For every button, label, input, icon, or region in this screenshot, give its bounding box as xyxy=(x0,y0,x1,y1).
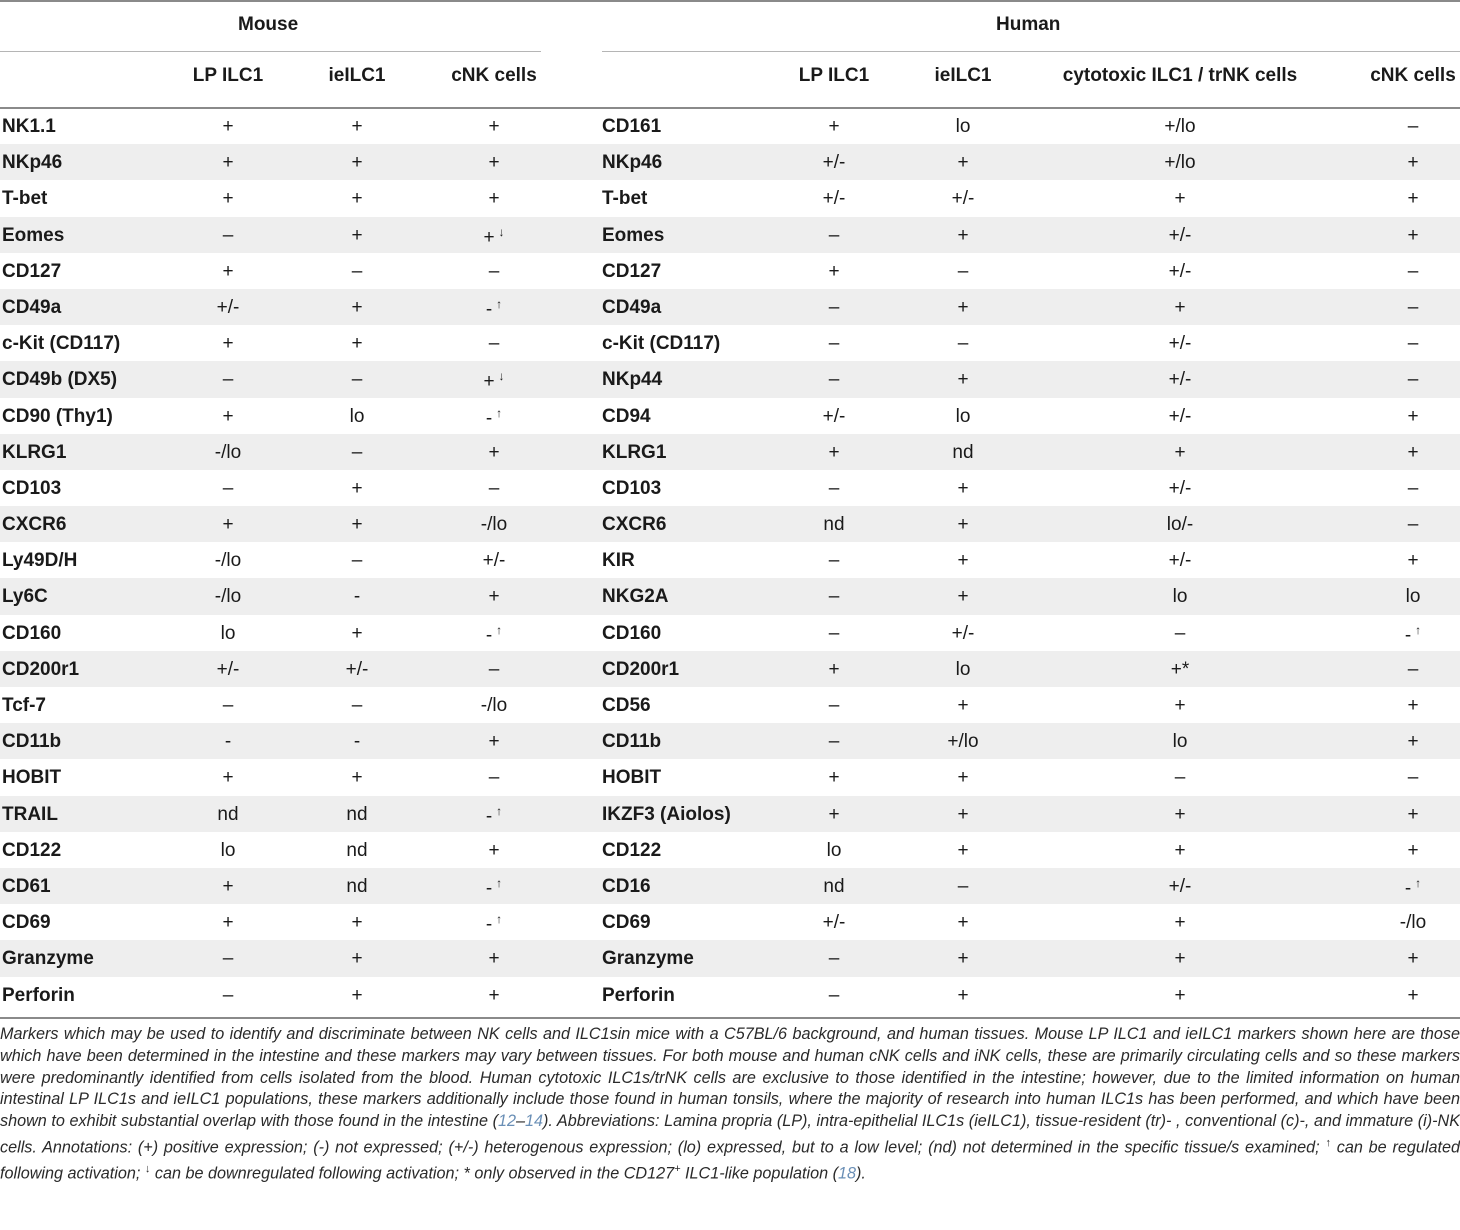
mouse-marker-name: KLRG1 xyxy=(2,441,67,463)
human-cell: + xyxy=(1407,984,1419,1006)
mouse-marker-name: CD49a xyxy=(2,296,62,318)
human-cell: +/- xyxy=(1168,369,1192,391)
mouse-cell: – xyxy=(222,369,234,391)
human-marker-name: CXCR6 xyxy=(602,514,667,536)
human-marker-name: KIR xyxy=(602,550,635,572)
mouse-cell: + ↓ xyxy=(483,369,505,393)
mouse-cell: + xyxy=(351,767,363,789)
human-cell: lo xyxy=(1172,586,1188,608)
mouse-marker-name: CD122 xyxy=(2,839,62,861)
mouse-cell: lo xyxy=(220,839,236,861)
mouse-marker-name: Eomes xyxy=(2,224,65,246)
mouse-cell: +/- xyxy=(216,658,240,680)
table-row xyxy=(0,578,1460,614)
mouse-cell: - xyxy=(353,731,361,753)
human-cell: – xyxy=(957,333,969,355)
mouse-cell: + xyxy=(351,224,363,246)
table-row xyxy=(0,723,1460,759)
human-cell: – xyxy=(828,477,840,499)
human-cell: +/- xyxy=(1168,875,1192,897)
human-cell: + xyxy=(828,658,840,680)
human-marker-name: CD94 xyxy=(602,405,651,427)
up-arrow-symbol: ↑ xyxy=(496,912,503,927)
human-cell: + xyxy=(828,441,840,463)
human-cell: + xyxy=(957,514,969,536)
human-cell: – xyxy=(828,948,840,970)
up-arrow-symbol: ↑ xyxy=(1415,875,1422,890)
table-row xyxy=(0,361,1460,397)
mouse-cell: + xyxy=(488,441,500,463)
table-row xyxy=(0,325,1460,361)
mouse-cell: + xyxy=(222,260,234,282)
mouse-group-rule xyxy=(0,51,541,52)
caption-text: ). Abbreviations: Lamina propria (LP), intra-epithelial ILC1s (ieILC1), tissue-resident (tr)- , conventional (c)-, and immature (i)-NK cells. Annotations: (+) positive expression; (-) not expressed; (+/-) heterogenous expression; (lo) expressed, but to a low level; (nd) not determined in the specific tissue/s examined; xyxy=(0,1112,1460,1157)
human-cell: + xyxy=(1407,405,1419,427)
human-cell: + xyxy=(957,767,969,789)
human-cell: – xyxy=(957,260,969,282)
human-cell: +/- xyxy=(1168,333,1192,355)
human-cell: + xyxy=(1407,441,1419,463)
human-cell: – xyxy=(1407,369,1419,391)
col-header-human-ieilc1: ieILC1 xyxy=(934,65,992,86)
human-cell: - ↑ xyxy=(1404,622,1422,646)
mouse-cell: + xyxy=(222,188,234,210)
human-cell: + xyxy=(1174,839,1186,861)
mouse-cell: +/- xyxy=(482,550,506,572)
human-marker-name: Eomes xyxy=(602,224,665,246)
human-cell: – xyxy=(828,224,840,246)
mouse-cell: – xyxy=(351,695,363,716)
mouse-cell: -/lo xyxy=(214,441,242,463)
mouse-marker-name: CD49b (DX5) xyxy=(2,369,118,391)
table-row xyxy=(0,506,1460,542)
mouse-cell: – xyxy=(488,260,500,282)
mouse-marker-name: NKp46 xyxy=(2,152,63,174)
mouse-cell: – xyxy=(351,441,363,463)
up-arrow-symbol: ↑ xyxy=(1325,1136,1331,1149)
human-cell: nd xyxy=(823,514,845,536)
human-cell: + xyxy=(1407,224,1419,246)
human-cell: +/- xyxy=(951,188,975,210)
mouse-cell: – xyxy=(488,767,500,789)
mouse-cell: - xyxy=(224,731,232,753)
human-cell: – xyxy=(1174,767,1186,789)
human-cell: + xyxy=(1407,550,1419,572)
mouse-cell: nd xyxy=(346,875,368,897)
human-marker-name: CD56 xyxy=(602,695,651,716)
mouse-cell: + xyxy=(488,188,500,210)
mouse-marker-name: CD90 (Thy1) xyxy=(2,405,113,427)
mouse-cell: - ↑ xyxy=(485,405,503,429)
human-cell: nd xyxy=(823,875,845,897)
mouse-marker-name: CD160 xyxy=(2,622,62,644)
table-row xyxy=(0,940,1460,976)
human-cell: + xyxy=(1174,296,1186,318)
mouse-cell: + xyxy=(351,152,363,174)
human-cell: + xyxy=(957,803,969,825)
mouse-cell: – xyxy=(222,224,234,246)
human-cell: – xyxy=(828,984,840,1006)
table-row xyxy=(0,470,1460,506)
mouse-cell: - ↑ xyxy=(485,912,503,936)
table-row xyxy=(0,651,1460,687)
mouse-marker-name: NK1.1 xyxy=(2,116,56,137)
human-cell: – xyxy=(1407,477,1419,499)
down-arrow-symbol: ↓ xyxy=(498,369,505,384)
human-cell: +/- xyxy=(1168,550,1192,572)
mouse-marker-name: Perforin xyxy=(2,984,75,1006)
table-row xyxy=(0,108,1460,144)
human-marker-name: HOBIT xyxy=(602,767,662,789)
mouse-cell: +/- xyxy=(216,296,240,318)
human-cell: + xyxy=(957,224,969,246)
mouse-marker-name: Tcf-7 xyxy=(2,695,46,716)
human-group-rule xyxy=(602,51,1460,52)
mouse-cell: -/lo xyxy=(214,550,242,572)
human-cell: – xyxy=(1174,622,1186,644)
table-row xyxy=(0,542,1460,578)
mouse-cell: + xyxy=(351,296,363,318)
human-cell: lo xyxy=(1405,586,1421,608)
mouse-marker-name: TRAIL xyxy=(2,803,58,825)
mouse-cell: – xyxy=(351,550,363,572)
human-marker-name: CD16 xyxy=(602,875,651,897)
mouse-cell: + xyxy=(488,948,500,970)
human-cell: + xyxy=(828,803,840,825)
mouse-cell: + xyxy=(351,984,363,1006)
col-header-human-cnk: cNK cells xyxy=(1370,65,1456,86)
caption-text: Markers which may be used to identify and discriminate between NK cells and ILC1sin mice with a C57BL/6 background, and human tissues. Mouse LP ILC1 and ieILC1 markers shown here are those which have been determined in the intestine and these markers may vary between tissues. For both mouse and human cNK cells and iNK cells, these are primarily circulating cells and so these markers were predominantly identified from cells isolated from the blood. Human cytotoxic ILC1s/trNK cells are exclusive to those identified in the intestine; however, due to the limited information on human intestinal LP ILC1s and ieILC1 populations, these markers additionally include those found in human tonsils, where the majority of research into human ILC1s has been performed, and which have been shown to exhibit substantial overlap with those found in the intestine ( xyxy=(0,1025,1460,1131)
table-row xyxy=(0,434,1460,470)
human-cell: lo xyxy=(1172,731,1188,753)
col-header-mouse-ieilc1: ieILC1 xyxy=(328,65,386,86)
human-cell: – xyxy=(957,875,969,897)
down-arrow-symbol: ↓ xyxy=(144,1163,151,1176)
mouse-cell: - xyxy=(353,586,361,608)
table-row xyxy=(0,615,1460,651)
human-marker-name: Granzyme xyxy=(602,948,694,970)
down-arrow-symbol: ↓ xyxy=(498,224,505,239)
up-arrow-symbol: ↑ xyxy=(496,622,503,637)
human-cell: + xyxy=(1407,188,1419,210)
mouse-cell: – xyxy=(488,658,500,680)
table-row xyxy=(0,977,1460,1013)
mouse-cell: + xyxy=(222,152,234,174)
up-arrow-symbol: ↑ xyxy=(496,296,503,311)
plus-superscript: + xyxy=(674,1163,681,1176)
mouse-cell: + xyxy=(351,912,363,934)
mouse-cell: lo xyxy=(349,405,365,427)
mouse-marker-name: HOBIT xyxy=(2,767,62,789)
human-cell: – xyxy=(828,550,840,572)
human-cell: – xyxy=(828,695,840,716)
human-marker-name: NKp46 xyxy=(602,152,663,174)
caption-ref-link[interactable]: 12 xyxy=(497,1112,516,1131)
mouse-cell: + xyxy=(351,477,363,499)
human-marker-name: CD200r1 xyxy=(602,658,680,680)
mouse-cell: + xyxy=(488,984,500,1006)
human-cell: + xyxy=(957,586,969,608)
table-row xyxy=(0,759,1460,795)
mouse-cell: + xyxy=(351,948,363,970)
mouse-cell: - ↑ xyxy=(485,875,503,899)
human-cell: + xyxy=(1407,839,1419,861)
human-marker-name: CD11b xyxy=(602,731,662,753)
mouse-marker-name: CXCR6 xyxy=(2,514,67,536)
human-marker-name: NKG2A xyxy=(602,586,669,608)
caption-ref-link[interactable]: 18 xyxy=(838,1164,857,1183)
human-cell: lo xyxy=(955,658,971,680)
human-cell: +/- xyxy=(951,622,975,644)
human-cell: + xyxy=(957,984,969,1006)
human-cell: +/lo xyxy=(947,731,979,753)
table-row xyxy=(0,180,1460,216)
mouse-cell: + xyxy=(351,116,363,137)
mouse-cell: – xyxy=(351,260,363,282)
human-marker-name: Perforin xyxy=(602,984,675,1006)
mouse-marker-name: c-Kit (CD117) xyxy=(2,333,121,355)
bottom-rule xyxy=(0,1017,1460,1019)
table-body xyxy=(0,108,1460,1013)
table-row xyxy=(0,253,1460,289)
table-row xyxy=(0,398,1460,434)
human-cell: +/lo xyxy=(1164,116,1196,137)
mouse-cell: – xyxy=(222,948,234,970)
table-row xyxy=(0,868,1460,904)
human-marker-name: IKZF3 (Aiolos) xyxy=(602,803,731,825)
mouse-marker-name: CD69 xyxy=(2,912,51,934)
table-row xyxy=(0,687,1460,723)
human-cell: + xyxy=(828,116,840,137)
mouse-marker-name: Granzyme xyxy=(2,948,94,970)
mouse-cell: + xyxy=(222,767,234,789)
mouse-cell: + xyxy=(222,912,234,934)
caption-text: – xyxy=(516,1112,526,1131)
mouse-marker-name: CD61 xyxy=(2,875,51,897)
human-cell: + xyxy=(1174,912,1186,934)
mouse-cell: + xyxy=(222,405,234,427)
mouse-cell: – xyxy=(351,369,363,391)
mouse-cell: + xyxy=(351,514,363,536)
human-cell: – xyxy=(828,369,840,391)
col-header-human-lp-ilc1: LP ILC1 xyxy=(798,65,870,86)
mouse-cell: nd xyxy=(346,803,368,825)
human-cell: + xyxy=(1407,152,1419,174)
human-cell: + xyxy=(828,260,840,282)
table-row xyxy=(0,144,1460,180)
mouse-marker-name: CD127 xyxy=(2,260,62,282)
human-marker-name: CD161 xyxy=(602,116,662,137)
caption-text: can be downregulated following activation; * only observed in the CD127 xyxy=(150,1164,675,1183)
human-cell: lo/- xyxy=(1166,514,1194,536)
human-cell: + xyxy=(1174,188,1186,210)
mouse-cell: + xyxy=(351,622,363,644)
human-cell: – xyxy=(828,586,840,608)
human-cell: + xyxy=(957,152,969,174)
human-cell: – xyxy=(1407,767,1419,789)
human-cell: + xyxy=(1174,948,1186,970)
mouse-marker-name: Ly6C xyxy=(2,586,48,608)
human-cell: + xyxy=(957,477,969,499)
human-cell: +/- xyxy=(1168,477,1192,499)
mouse-cell: nd xyxy=(346,839,368,861)
mouse-cell: – xyxy=(222,477,234,499)
col-header-mouse-lp-ilc1: LP ILC1 xyxy=(192,65,264,86)
human-cell: + xyxy=(957,369,969,391)
human-cell: + xyxy=(957,550,969,572)
mouse-cell: + ↓ xyxy=(483,224,505,248)
table-row xyxy=(0,832,1460,868)
human-cell: – xyxy=(828,622,840,644)
col-header-human-cytotoxic: cytotoxic ILC1 / trNK cells xyxy=(1062,65,1298,86)
human-marker-name: c-Kit (CD117) xyxy=(602,333,721,355)
human-cell: + xyxy=(957,839,969,861)
human-cell: + xyxy=(957,912,969,934)
mouse-cell: – xyxy=(488,477,500,499)
mouse-cell: nd xyxy=(217,803,239,825)
caption-text: ILC1-like population ( xyxy=(680,1164,839,1183)
up-arrow-symbol: ↑ xyxy=(496,405,503,420)
mouse-cell: - ↑ xyxy=(485,803,503,827)
human-cell: +/- xyxy=(822,188,846,210)
mouse-marker-name: Ly49D/H xyxy=(2,550,78,572)
human-cell: + xyxy=(957,695,969,716)
human-marker-name: NKp44 xyxy=(602,369,663,391)
table-row xyxy=(0,289,1460,325)
human-cell: – xyxy=(1407,658,1419,680)
human-cell: +/lo xyxy=(1164,152,1196,174)
human-marker-name: CD127 xyxy=(602,260,662,282)
group-header-human: Human xyxy=(996,14,1061,35)
mouse-marker-name: CD103 xyxy=(2,477,62,499)
mouse-cell: + xyxy=(488,731,500,753)
human-cell: +/- xyxy=(822,152,846,174)
mouse-cell: +/- xyxy=(345,658,369,680)
mouse-marker-name: CD200r1 xyxy=(2,658,80,680)
human-cell: +/- xyxy=(1168,260,1192,282)
human-cell: lo xyxy=(955,405,971,427)
human-marker-name: KLRG1 xyxy=(602,441,667,463)
caption-ref-link[interactable]: 14 xyxy=(525,1112,544,1131)
caption-text: ). xyxy=(856,1164,866,1183)
up-arrow-symbol: ↑ xyxy=(496,803,503,818)
human-cell: – xyxy=(828,333,840,355)
mouse-cell: + xyxy=(222,875,234,897)
human-cell: + xyxy=(1174,695,1186,716)
mouse-cell: -/lo xyxy=(480,695,508,716)
human-cell: + xyxy=(1174,441,1186,463)
human-marker-name: CD49a xyxy=(602,296,662,318)
human-cell: -/lo xyxy=(1399,912,1427,934)
human-cell: +/- xyxy=(822,405,846,427)
mouse-cell: + xyxy=(222,514,234,536)
human-cell: – xyxy=(1407,296,1419,318)
human-cell: +/- xyxy=(1168,224,1192,246)
table-row xyxy=(0,217,1460,253)
top-rule xyxy=(0,0,1460,2)
col-header-mouse-cnk: cNK cells xyxy=(451,65,537,86)
mouse-cell: – xyxy=(222,984,234,1006)
human-cell: + xyxy=(957,948,969,970)
human-cell: - ↑ xyxy=(1404,875,1422,899)
human-cell: – xyxy=(828,296,840,318)
human-marker-name: CD103 xyxy=(602,477,662,499)
human-cell: + xyxy=(828,767,840,789)
mouse-cell: - ↑ xyxy=(485,622,503,646)
mouse-cell: lo xyxy=(220,622,236,644)
human-cell: – xyxy=(1407,260,1419,282)
human-cell: + xyxy=(957,296,969,318)
human-cell: lo xyxy=(826,839,842,861)
human-cell: – xyxy=(828,731,840,753)
human-marker-name: CD69 xyxy=(602,912,651,934)
table-caption xyxy=(0,1024,1460,1185)
human-cell: +/- xyxy=(822,912,846,934)
up-arrow-symbol: ↑ xyxy=(496,875,503,890)
mouse-cell: + xyxy=(222,116,234,137)
mouse-cell: – xyxy=(488,333,500,355)
table-row xyxy=(0,796,1460,832)
mouse-cell: + xyxy=(488,586,500,608)
human-cell: + xyxy=(1407,695,1419,716)
mouse-cell: + xyxy=(488,152,500,174)
mouse-cell: + xyxy=(222,333,234,355)
human-cell: + xyxy=(1174,803,1186,825)
human-cell: + xyxy=(1174,984,1186,1006)
mouse-cell: -/lo xyxy=(480,514,508,536)
human-cell: – xyxy=(1407,333,1419,355)
table-row xyxy=(0,904,1460,940)
human-cell: + xyxy=(1407,731,1419,753)
human-cell: lo xyxy=(955,116,971,137)
human-marker-name: CD122 xyxy=(602,839,662,861)
caption-text: can be regulated following activation; xyxy=(0,1138,1460,1183)
human-cell: – xyxy=(1407,116,1419,137)
mouse-cell: + xyxy=(488,839,500,861)
human-cell: + xyxy=(1407,948,1419,970)
mouse-cell: -/lo xyxy=(214,586,242,608)
human-cell: +/- xyxy=(1168,405,1192,427)
group-header-mouse: Mouse xyxy=(238,14,299,35)
mouse-marker-name: CD11b xyxy=(2,731,62,753)
human-cell: – xyxy=(1407,514,1419,536)
human-cell: +* xyxy=(1170,658,1190,680)
mouse-cell: – xyxy=(222,695,234,716)
human-marker-name: T-bet xyxy=(602,188,648,210)
up-arrow-symbol: ↑ xyxy=(1415,622,1422,637)
mouse-cell: + xyxy=(351,188,363,210)
mouse-cell: + xyxy=(488,116,500,137)
mouse-marker-name: T-bet xyxy=(2,188,48,210)
human-cell: + xyxy=(1407,803,1419,825)
human-cell: nd xyxy=(952,441,974,463)
human-marker-name: CD160 xyxy=(602,622,662,644)
mouse-cell: - ↑ xyxy=(485,296,503,320)
mouse-cell: + xyxy=(351,333,363,355)
